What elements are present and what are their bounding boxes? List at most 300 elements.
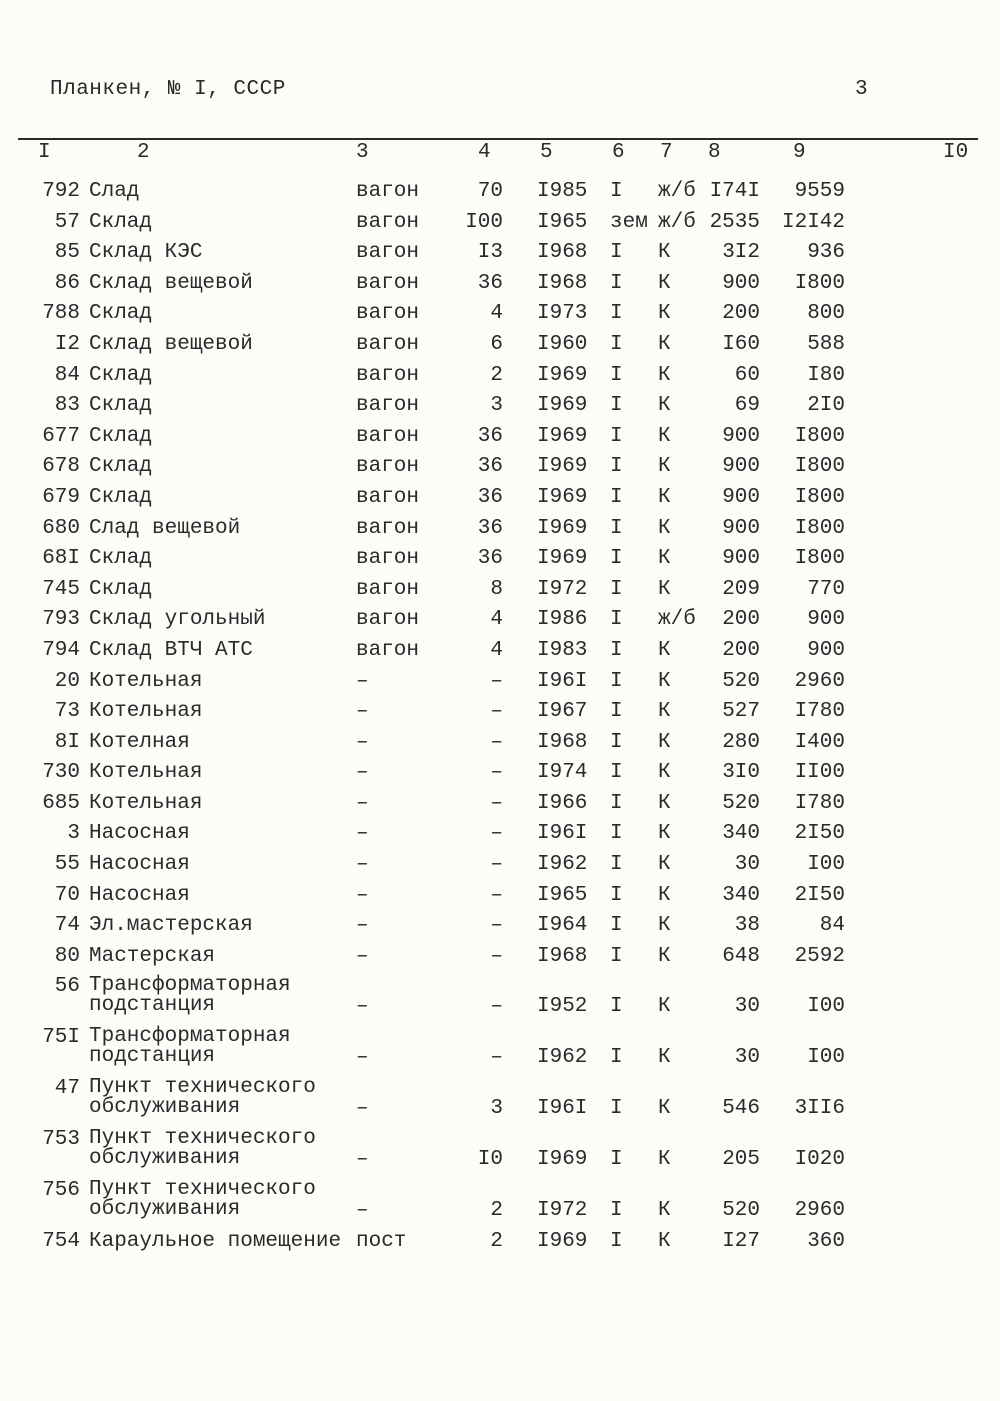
cell-c7: К	[658, 1199, 671, 1223]
cell-c3: –	[356, 730, 369, 754]
cell-c8: 200	[722, 608, 760, 632]
table-row	[0, 793, 1000, 824]
cell-c3: вагон	[356, 302, 420, 326]
table-row	[0, 1180, 1000, 1231]
cell-c2-line: обслуживания	[89, 1198, 241, 1222]
cell-c6: I	[610, 1097, 623, 1121]
cell-c7: К	[658, 669, 671, 693]
cell-c3: вагон	[356, 577, 420, 601]
cell-c9: I00	[807, 995, 845, 1019]
cell-c9: 3II6	[794, 1097, 845, 1121]
cell-c7: К	[658, 455, 671, 479]
cell-c7: К	[658, 883, 671, 907]
cell-c2: Слад вещевой	[89, 516, 241, 540]
cell-c9: I800	[794, 485, 845, 509]
cell-c1: 792	[42, 180, 80, 203]
cell-c5: I962	[537, 853, 588, 877]
cell-c4: 36	[477, 271, 503, 295]
cell-c1: 57	[54, 210, 80, 234]
table-row	[0, 701, 1000, 732]
cell-c5: I969	[537, 516, 588, 540]
cell-c2	[89, 976, 291, 1016]
column-header: I	[38, 141, 51, 164]
cell-c3: –	[356, 1148, 369, 1172]
cell-c7: К	[658, 547, 671, 571]
cell-c8: 209	[722, 577, 760, 601]
table-row	[0, 273, 1000, 304]
cell-c5: I985	[537, 180, 588, 203]
cell-c8: 200	[722, 302, 760, 326]
cell-c2: Насосная	[89, 883, 190, 907]
cell-c4: 8	[490, 577, 503, 601]
cell-c2: Склад КЭС	[89, 241, 203, 265]
cell-c1: I2	[54, 332, 80, 356]
cell-c3: –	[356, 883, 369, 907]
cell-c9: 2960	[794, 1199, 845, 1223]
cell-c3: –	[356, 822, 369, 846]
cell-c1: 68I	[42, 547, 80, 571]
cell-c9: I800	[794, 424, 845, 448]
cell-c8: 60	[734, 363, 760, 387]
cell-c3: –	[356, 669, 369, 693]
cell-c5: I969	[537, 547, 588, 571]
cell-c3: вагон	[356, 608, 420, 632]
cell-c7: К	[658, 730, 671, 754]
cell-c8: 520	[722, 1199, 760, 1223]
cell-c8: 3I0	[722, 761, 760, 785]
cell-c1: 730	[42, 761, 80, 785]
cell-c4: I3	[477, 241, 503, 265]
cell-c3: вагон	[356, 363, 420, 387]
cell-c7: ж/б	[658, 608, 696, 632]
cell-c7: ж/б	[658, 210, 696, 234]
cell-c6: I	[610, 995, 623, 1019]
cell-c4: I0	[477, 1148, 503, 1172]
cell-c7: К	[658, 332, 671, 356]
cell-c3: –	[356, 700, 369, 724]
cell-c5: I967	[537, 700, 588, 724]
cell-c3: –	[356, 944, 369, 968]
cell-c8: 900	[722, 271, 760, 295]
cell-c4: 36	[477, 516, 503, 540]
cell-c6: I	[610, 638, 623, 662]
column-header: 3	[356, 141, 369, 164]
cell-c3: вагон	[356, 424, 420, 448]
cell-c2: Склад угольный	[89, 608, 266, 632]
cell-c1: 3	[67, 822, 80, 846]
cell-c8: 30	[734, 995, 760, 1019]
cell-c1: 80	[54, 944, 80, 968]
cell-c4: –	[490, 761, 503, 785]
cell-c1: 677	[42, 424, 80, 448]
cell-c4: 2	[490, 1199, 503, 1223]
cell-c1: 70	[54, 883, 80, 907]
table-body	[0, 181, 1000, 1262]
cell-c2	[89, 1129, 316, 1169]
cell-c8: 900	[722, 485, 760, 509]
cell-c5: I964	[537, 914, 588, 938]
table-row	[0, 548, 1000, 579]
cell-c8: 38	[734, 914, 760, 938]
cell-c3: вагон	[356, 516, 420, 540]
cell-c1: 8I	[54, 730, 80, 754]
cell-c9: I2I42	[781, 210, 845, 234]
cell-c9: 588	[807, 332, 845, 356]
cell-c4: 6	[490, 332, 503, 356]
cell-c8: 340	[722, 883, 760, 907]
cell-c6: зем	[610, 210, 648, 234]
cell-c3: вагон	[356, 485, 420, 509]
cell-c2: Котельная	[89, 669, 203, 693]
cell-c9: 900	[807, 608, 845, 632]
cell-c3: –	[356, 914, 369, 938]
table-row	[0, 823, 1000, 854]
cell-c1: 20	[54, 669, 80, 693]
cell-c5: I965	[537, 210, 588, 234]
cell-c6: I	[610, 700, 623, 724]
cell-c5: I968	[537, 730, 588, 754]
cell-c7: К	[658, 822, 671, 846]
table-row	[0, 212, 1000, 243]
cell-c2: Склад	[89, 394, 153, 418]
cell-c8: I74I	[709, 180, 760, 203]
cell-c4: –	[490, 1046, 503, 1070]
cell-c1: 73	[54, 700, 80, 724]
cell-c7: К	[658, 853, 671, 877]
cell-c6: I	[610, 363, 623, 387]
cell-c2: Склад	[89, 363, 153, 387]
page-number: 3	[855, 78, 868, 101]
cell-c7: К	[658, 394, 671, 418]
cell-c7: К	[658, 914, 671, 938]
cell-c7: К	[658, 302, 671, 326]
cell-c4: –	[490, 700, 503, 724]
header-rule	[18, 138, 978, 140]
cell-c2: Склад	[89, 547, 153, 571]
cell-c4: 3	[490, 1097, 503, 1121]
cell-c2-line: Пункт технического	[89, 1076, 316, 1100]
table-row	[0, 395, 1000, 426]
document-title: Планкен, № I, СССР	[50, 78, 286, 101]
cell-c8: 546	[722, 1097, 760, 1121]
cell-c6: I	[610, 485, 623, 509]
table-row	[0, 242, 1000, 273]
cell-c7: К	[658, 271, 671, 295]
column-header: 9	[793, 141, 806, 164]
cell-c2: Склад вещевой	[89, 271, 253, 295]
cell-c1: 680	[42, 516, 80, 540]
cell-c6: I	[610, 241, 623, 265]
cell-c2: Склад ВТЧ АТС	[89, 638, 253, 662]
cell-c5: I960	[537, 332, 588, 356]
table-row	[0, 518, 1000, 549]
table-row	[0, 946, 1000, 977]
table-row	[0, 1231, 1000, 1262]
cell-c1: 679	[42, 485, 80, 509]
cell-c9: I80	[807, 363, 845, 387]
cell-c5: I966	[537, 791, 588, 815]
cell-c5: I968	[537, 944, 588, 968]
cell-c6: I	[610, 669, 623, 693]
cell-c3: пост	[356, 1230, 407, 1254]
cell-c2-line: Трансформаторная	[89, 974, 291, 998]
cell-c9: I800	[794, 547, 845, 571]
cell-c8: 900	[722, 424, 760, 448]
cell-c3: –	[356, 761, 369, 785]
cell-c1: 83	[54, 394, 80, 418]
cell-c9: I800	[794, 455, 845, 479]
cell-c6: I	[610, 761, 623, 785]
cell-c3: –	[356, 1097, 369, 1121]
cell-c4: –	[490, 853, 503, 877]
cell-c7: К	[658, 485, 671, 509]
cell-c9: I400	[794, 730, 845, 754]
cell-c4: –	[490, 730, 503, 754]
cell-c6: I	[610, 577, 623, 601]
cell-c8: 200	[722, 638, 760, 662]
cell-c9: 2I0	[807, 394, 845, 418]
cell-c9: I800	[794, 516, 845, 540]
table-row	[0, 579, 1000, 610]
table-row	[0, 1027, 1000, 1078]
cell-c2: Котельная	[89, 700, 203, 724]
cell-c4: 36	[477, 485, 503, 509]
cell-c6: I	[610, 1199, 623, 1223]
cell-c4: 36	[477, 424, 503, 448]
cell-c3: –	[356, 1199, 369, 1223]
cell-c7: К	[658, 577, 671, 601]
cell-c4: –	[490, 944, 503, 968]
cell-c7: К	[658, 700, 671, 724]
cell-c5: I968	[537, 271, 588, 295]
cell-c4: –	[490, 669, 503, 693]
table-row	[0, 609, 1000, 640]
column-header: 2	[137, 141, 150, 164]
table-row	[0, 487, 1000, 518]
cell-c6: I	[610, 822, 623, 846]
cell-c6: I	[610, 332, 623, 356]
cell-c7: К	[658, 1046, 671, 1070]
cell-c9: 2I50	[794, 822, 845, 846]
cell-c1: 74	[54, 914, 80, 938]
cell-c2	[89, 1078, 316, 1118]
cell-c5: I96I	[537, 1097, 588, 1121]
cell-c1: 56	[54, 975, 80, 999]
cell-c4: –	[490, 822, 503, 846]
cell-c3: –	[356, 1046, 369, 1070]
cell-c9: 800	[807, 302, 845, 326]
cell-c6: I	[610, 853, 623, 877]
cell-c2-line: Трансформаторная	[89, 1025, 291, 1049]
cell-c6: I	[610, 914, 623, 938]
cell-c7: ж/б	[658, 180, 696, 203]
cell-c9: II00	[794, 761, 845, 785]
cell-c2: Котельная	[89, 761, 203, 785]
cell-c6: I	[610, 1230, 623, 1254]
table-row	[0, 915, 1000, 946]
table-row	[0, 365, 1000, 396]
cell-c8: 520	[722, 791, 760, 815]
table-row	[0, 1078, 1000, 1129]
cell-c2: Склад вещевой	[89, 332, 253, 356]
cell-c4: –	[490, 791, 503, 815]
cell-c6: I	[610, 944, 623, 968]
cell-c3: вагон	[356, 394, 420, 418]
cell-c2	[89, 1027, 291, 1067]
cell-c3: вагон	[356, 241, 420, 265]
cell-c5: I986	[537, 608, 588, 632]
cell-c9: I800	[794, 271, 845, 295]
table-row	[0, 1129, 1000, 1180]
cell-c3: вагон	[356, 180, 420, 203]
cell-c4: 3	[490, 394, 503, 418]
cell-c6: I	[610, 883, 623, 907]
cell-c3: –	[356, 995, 369, 1019]
cell-c3: вагон	[356, 638, 420, 662]
cell-c8: 2535	[709, 210, 760, 234]
table-row	[0, 762, 1000, 793]
table-row	[0, 976, 1000, 1027]
cell-c2: Насосная	[89, 853, 190, 877]
cell-c2: Мастерская	[89, 944, 216, 968]
column-header: 8	[708, 141, 721, 164]
cell-c5: I972	[537, 577, 588, 601]
cell-c8: 30	[734, 853, 760, 877]
cell-c6: I	[610, 394, 623, 418]
cell-c2: Эл.мастерская	[89, 914, 253, 938]
cell-c7: К	[658, 995, 671, 1019]
cell-c3: вагон	[356, 547, 420, 571]
cell-c2-line: обслуживания	[89, 1147, 241, 1171]
cell-c6: I	[610, 455, 623, 479]
cell-c7: К	[658, 241, 671, 265]
cell-c2	[89, 1180, 316, 1220]
cell-c5: I96I	[537, 822, 588, 846]
cell-c6: I	[610, 1148, 623, 1172]
cell-c5: I96I	[537, 669, 588, 693]
cell-c6: I	[610, 271, 623, 295]
cell-c8: 340	[722, 822, 760, 846]
cell-c3: вагон	[356, 332, 420, 356]
table-row	[0, 334, 1000, 365]
cell-c5: I969	[537, 363, 588, 387]
table-row	[0, 426, 1000, 457]
cell-c9: 2I50	[794, 883, 845, 907]
table-row	[0, 181, 1000, 212]
cell-c7: К	[658, 424, 671, 448]
cell-c7: К	[658, 1097, 671, 1121]
cell-c4: 36	[477, 455, 503, 479]
cell-c7: К	[658, 791, 671, 815]
cell-c8: 900	[722, 516, 760, 540]
cell-c2-line: подстанция	[89, 994, 216, 1018]
cell-c6: I	[610, 180, 623, 203]
cell-c4: 4	[490, 638, 503, 662]
cell-c6: I	[610, 516, 623, 540]
cell-c1: 47	[54, 1077, 80, 1101]
cell-c5: I969	[537, 1230, 588, 1254]
cell-c4: –	[490, 995, 503, 1019]
cell-c5: I962	[537, 1046, 588, 1070]
cell-c3: –	[356, 853, 369, 877]
table-row	[0, 303, 1000, 334]
cell-c7: К	[658, 1230, 671, 1254]
cell-c9: 9559	[794, 180, 845, 203]
cell-c6: I	[610, 547, 623, 571]
cell-c1: 55	[54, 853, 80, 877]
cell-c4: 2	[490, 1230, 503, 1254]
cell-c6: I	[610, 608, 623, 632]
cell-c7: К	[658, 638, 671, 662]
cell-c5: I968	[537, 241, 588, 265]
cell-c8: 3I2	[722, 241, 760, 265]
cell-c8: 900	[722, 455, 760, 479]
cell-c8: 69	[734, 394, 760, 418]
cell-c2: Склад	[89, 485, 153, 509]
cell-c1: 84	[54, 363, 80, 387]
cell-c1: 753	[42, 1128, 80, 1152]
cell-c1: 794	[42, 638, 80, 662]
cell-c5: I969	[537, 394, 588, 418]
cell-c8: 527	[722, 700, 760, 724]
cell-c8: I60	[722, 332, 760, 356]
cell-c7: К	[658, 1148, 671, 1172]
cell-c7: К	[658, 516, 671, 540]
cell-c5: I973	[537, 302, 588, 326]
cell-c6: I	[610, 424, 623, 448]
cell-c8: 205	[722, 1148, 760, 1172]
cell-c9: 770	[807, 577, 845, 601]
cell-c9: 2592	[794, 944, 845, 968]
cell-c5: I974	[537, 761, 588, 785]
table-row	[0, 885, 1000, 916]
column-header: I0	[943, 141, 969, 164]
cell-c9: I780	[794, 700, 845, 724]
cell-c9: I00	[807, 853, 845, 877]
table-row	[0, 732, 1000, 763]
cell-c9: I00	[807, 1046, 845, 1070]
cell-c2: Котельная	[89, 791, 203, 815]
cell-c5: I969	[537, 455, 588, 479]
column-header: 7	[660, 141, 673, 164]
column-header: 5	[540, 141, 553, 164]
cell-c2: Склад	[89, 577, 153, 601]
cell-c9: I780	[794, 791, 845, 815]
cell-c5: I969	[537, 485, 588, 509]
cell-c2: Караульное помещение	[89, 1230, 342, 1254]
cell-c8: 30	[734, 1046, 760, 1070]
cell-c5: I969	[537, 1148, 588, 1172]
cell-c6: I	[610, 730, 623, 754]
cell-c7: К	[658, 363, 671, 387]
cell-c8: 648	[722, 944, 760, 968]
cell-c7: К	[658, 761, 671, 785]
cell-c9: I020	[794, 1148, 845, 1172]
table-row	[0, 640, 1000, 671]
table-row	[0, 456, 1000, 487]
cell-c2: Слад	[89, 180, 140, 203]
cell-c1: 754	[42, 1230, 80, 1254]
cell-c8: 520	[722, 669, 760, 693]
cell-c7: К	[658, 944, 671, 968]
cell-c4: 2	[490, 363, 503, 387]
cell-c8: I27	[722, 1230, 760, 1254]
column-header-row	[0, 141, 1000, 167]
cell-c3: вагон	[356, 271, 420, 295]
cell-c4: 4	[490, 608, 503, 632]
cell-c1: 788	[42, 302, 80, 326]
cell-c9: 900	[807, 638, 845, 662]
